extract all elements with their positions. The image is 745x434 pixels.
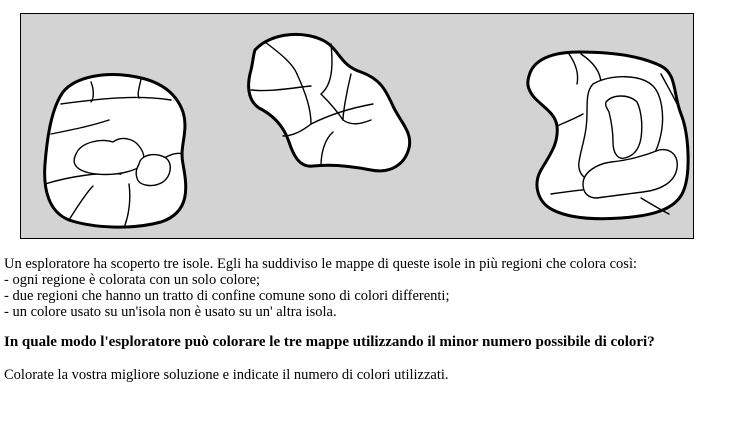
island-left: [45, 75, 186, 228]
rule-1: - ogni regione è colorata con un solo colore;: [4, 272, 261, 288]
question: In quale modo l'esploratore può colorare le tre mappe utilizzando il minor numero possibile di colori?: [4, 334, 655, 350]
island-left-islet: [136, 155, 170, 186]
intro-paragraph: Un esploratore ha scoperto tre isole. Egli ha suddiviso le mappe di queste isole in più regioni che colora così:: [4, 256, 638, 272]
island-right: [528, 52, 688, 219]
islands-drawing: [21, 14, 695, 240]
problem-text: [4, 256, 711, 383]
island-middle: [249, 34, 410, 170]
islands-figure: [20, 13, 694, 239]
rule-3: - un colore usato su un'isola non è usato su un' altra isola.: [4, 304, 337, 320]
instruction: Colorate la vostra migliore soluzione e indicate il numero di colori utilizzati.: [4, 367, 449, 383]
rule-2: - due regioni che hanno un tratto di confine comune sono di colori differenti;: [4, 288, 450, 304]
